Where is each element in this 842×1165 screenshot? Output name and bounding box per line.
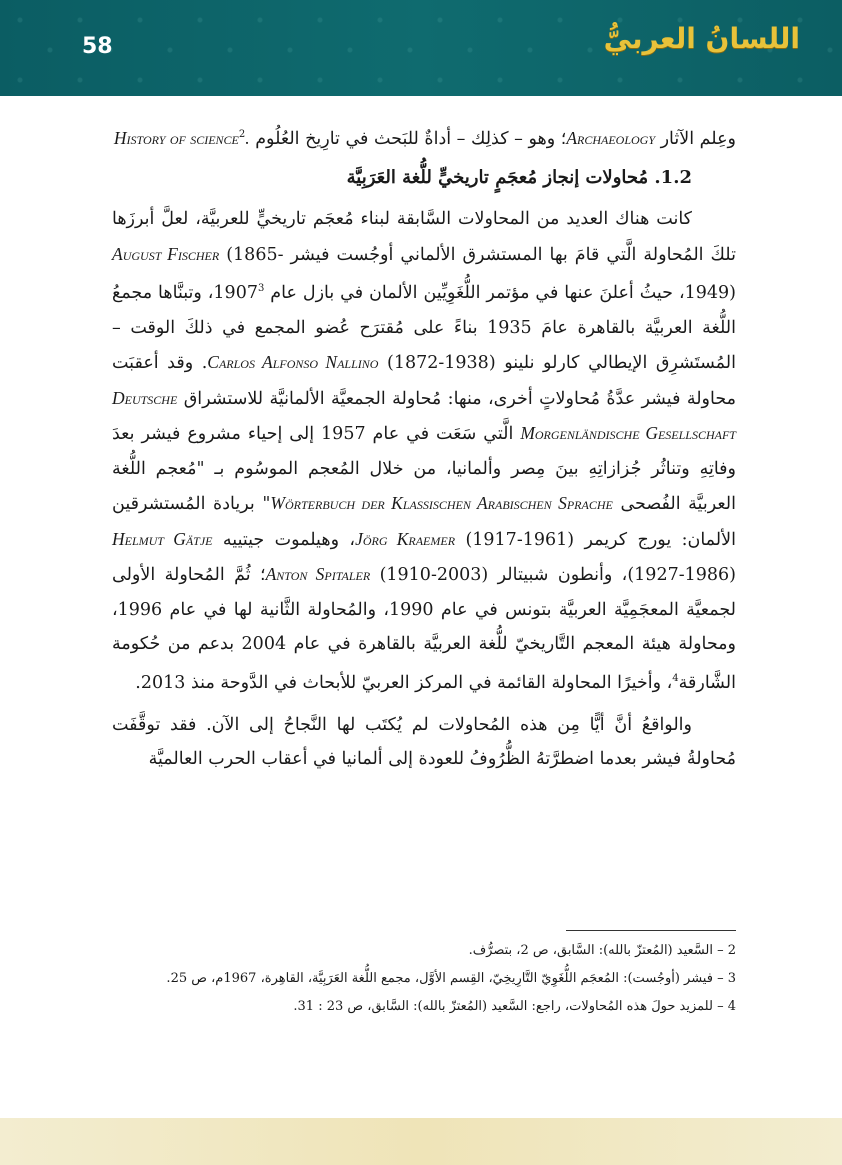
paragraph-2 <box>112 202 736 700</box>
text-run: وعِلم الآثار <box>660 128 736 149</box>
footnote-3: 3 – فيشر (أوجُست): المُعجَم اللُّغَوِيّ التَّارِيخِيّ، القِسم الأوَّل، مجمع اللُّغة العَرَبِيَّة، القاهِرة، 1967م، ص 25. <box>166 971 736 986</box>
text-run: ؛ وهو – كذلِك – أداةٌ للبَحث في تارِيخ العُلُوم <box>255 128 567 149</box>
text-run: ، وتبنَّاها مجمعُ اللُّغة العربيَّة بالقاهرة عامَ 1935 بناءً على مُقترَح عُضو المجمع في ذلكَ الوقت – المُستَشرِق الإيطالي كارلو نلينو <box>112 283 736 374</box>
latin-term: Helmut Gätje <box>112 528 213 549</box>
footnote-ref[interactable]: 3 <box>257 283 265 295</box>
text-run: 1907 <box>213 283 258 304</box>
latin-term: Deutsche Morgenländische Gesellschaft <box>112 387 736 444</box>
text-run: (1872-1938). وقد أعقبَت محاولة فيشر عدَّةُ مُحاولاتٍ أخرى، منها: مُحاولة الجمعيَّة الألمانيَّة للاستشراق <box>112 353 736 409</box>
latin-term: Wörterbuch der Klassischen Arabischen Sprache <box>270 493 613 514</box>
latin-term: .History of science <box>113 127 250 148</box>
text-run: (1927-1986)، وأنطون شبيتالر <box>497 565 736 586</box>
section-heading: 1.2. مُحاولات إنجاز مُعجَمٍ تاريخيٍّ للُّغة العَرَبِيَّة <box>346 167 692 189</box>
page-header <box>0 0 842 96</box>
page-footer-band <box>0 1118 842 1165</box>
footnote-divider <box>566 930 736 931</box>
latin-term: Archaeology <box>566 127 656 148</box>
text-run: (1917-1961)، وهيلموت جيتييه <box>222 529 575 550</box>
journal-logo: اللسانُ العربيُّ <box>603 22 800 55</box>
footnotes <box>112 940 736 1024</box>
article-body <box>112 118 736 777</box>
footnote-4: 4 – للمزيد حولَ هذه المُحاولات، راجع: السَّعيد (المُعتزّ بالله): السَّابق، ص 23 : 31. <box>293 999 736 1014</box>
text-run: (1865-1949)، حيثُ أعلنَ عنها في مؤتمر اللُّغَوِيِّين الألمان في بازل عام <box>226 244 736 304</box>
text-run: (1910-2003)؛ ثُمَّ المُحاولة الأولى لجمعيَّة المعجَمِيَّة العربيَّة بتونس في عام 1990، والمُحاولة الثَّانية لها في عام 1996، ومحاولة هيئة المعجم التَّاريخيّ للُّغة العربيَّة بالقاهرة في عام 2004 بدعم من حُكومة الشَّارقة <box>112 565 736 693</box>
page-number: 58 <box>82 34 113 59</box>
text-run: ، وأخيرًا المحاولة القائمة في المركز العربيّ للأبحاث في الدَّوحة منذ 2013. <box>135 672 673 693</box>
text-run: كانت هناك العديد من المحاولات السَّابقة لبناء مُعجَم تاريخيٍّ للعربيَّة، لعلَّ أبرزَها تلكَ المُحاولة الَّتي قامَ بها المستشرق الألماني أوجُست فيشر <box>112 209 736 265</box>
latin-term: Anton Spitaler <box>265 564 371 585</box>
footnote-ref[interactable]: 2 <box>238 129 246 140</box>
paragraph-1 <box>112 118 736 156</box>
footnote-ref[interactable]: 4 <box>672 672 679 684</box>
latin-term: August Fischer <box>112 243 220 264</box>
text-run: الَّتي سَعَت في عام 1957 إلى إحياء مشروع فيشر بعدَ وفاتِهِ وتناثُر جُزازاتِهِ بينَ مِصر وألمانيا، من خلال المُعجم الموسُوم بـ "مُعجم اللُّغة العربيَّة الفُصحى <box>112 424 736 515</box>
latin-term: Jörg Kraemer <box>355 528 456 549</box>
text-run: " بريادة المُستشرقين الألمان: يورج كريمر <box>112 494 736 550</box>
latin-term: Carlos Alfonso Nallino <box>207 352 379 373</box>
paragraph-3: والواقعُ أنَّ أيًّا مِن هذه المُحاولات لم يُكتَب لها النَّجاحُ إلى الآن. فقد توقَّفَت مُحاولةُ فيشر بعدما اضطرَّتهُ الظُّرُوفُ للعودة إلى ألمانيا في أعقاب الحرب العالميَّة <box>112 714 736 770</box>
footnote-2: 2 – السَّعيد (المُعتزّ بالله): السَّابق، ص 2، بتصرُّف. <box>468 943 736 958</box>
